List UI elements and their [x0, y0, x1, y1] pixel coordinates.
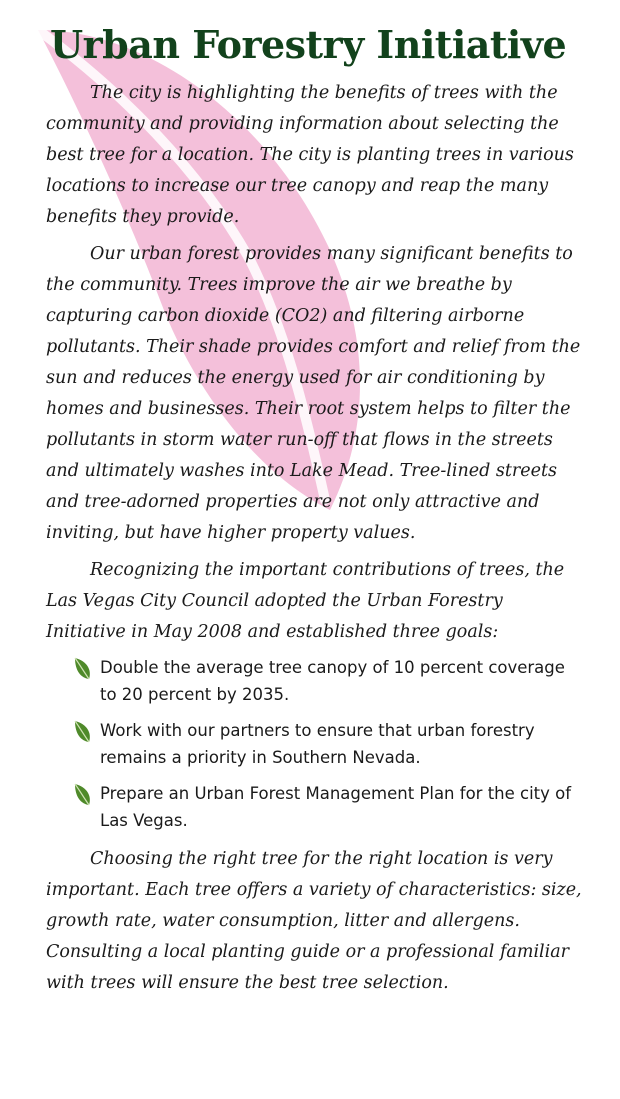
goal-item [72, 654, 584, 708]
leaf-icon [72, 782, 94, 808]
goal-item [72, 780, 584, 834]
goals-intro-paragraph: Recognizing the important contributions of trees, the Las Vegas City Council adopted the Urban Forestry Initiative in May 2008 and established three goals: [46, 560, 565, 642]
goal-text: Prepare an Urban Forest Management Plan for the city of Las Vegas. [100, 784, 572, 830]
goal-text: Double the average tree canopy of 10 percent coverage to 20 percent by 2035. [100, 658, 565, 704]
leaf-icon [72, 656, 94, 682]
goal-item [72, 717, 584, 771]
goals-list [46, 654, 584, 834]
leaf-icon [72, 719, 94, 745]
goal-text: Work with our partners to ensure that urban forestry remains a priority in Southern Nevada. [100, 721, 535, 767]
intro-paragraph: The city is highlighting the benefits of trees with the community and providing information about selecting the best tree for a location. The city is planting trees in various locations to increase our tree canopy and reap the many benefits they provide. [46, 83, 574, 227]
page-title: Urban Forestry Initiative [50, 22, 567, 67]
closing-paragraph: Choosing the right tree for the right location is very important. Each tree offers a variety of characteristics: size, growth rate, water consumption, litter and allergens. Consulting a local planting guide or a professional familiar with trees will ensure the best tree selection. [46, 849, 582, 993]
benefits-paragraph: Our urban forest provides many significant benefits to the community. Trees improve the air we breathe by capturing carbon dioxide (CO2) and filtering airborne pollutants. Their shade provides comfort and relief from the sun and reduces the energy used for air conditioning by homes and businesses. Their root system helps to filter the pollutants in storm water run-off that flows in the streets and ultimately washes into Lake Mead. Tree-lined streets and tree-adorned properties are not only attractive and inviting, but have higher property values. [46, 244, 581, 543]
